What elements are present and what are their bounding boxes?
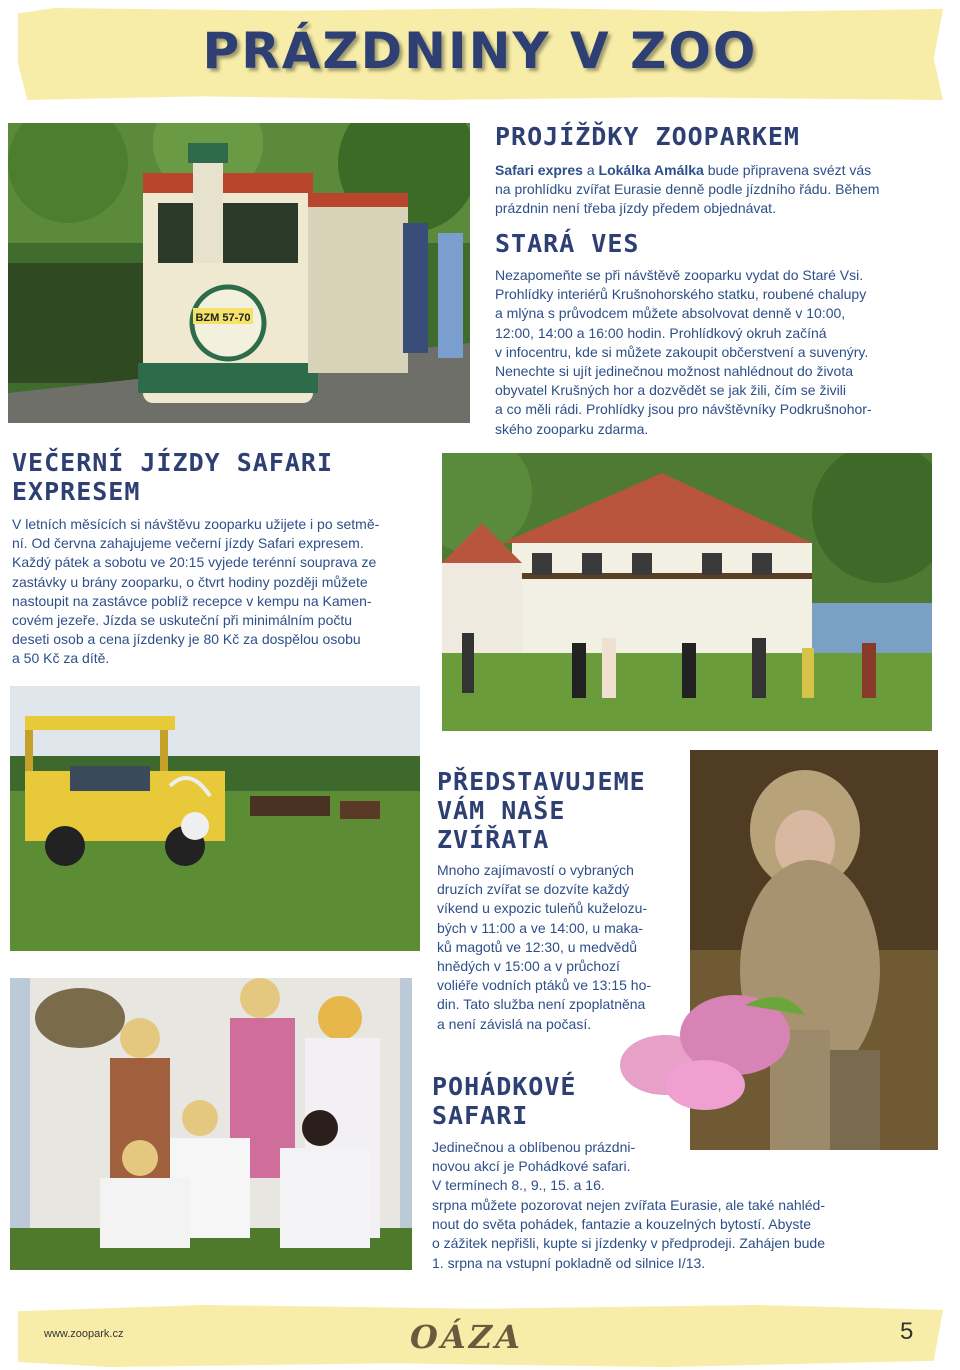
text-line: V letních měsících si návštěvu zooparku užijete i po setmě- bbox=[12, 516, 380, 532]
pohadkove-text-wide bbox=[432, 1196, 922, 1273]
heading-line: POHÁDKOVÉ bbox=[432, 1072, 577, 1101]
text-line: Jedinečnou a oblíbenou prázdni- bbox=[432, 1139, 636, 1155]
safari-jeep-photo bbox=[10, 686, 420, 951]
text-line: nastoupit na zastávce poblíž recepce v kempu na Kamen- bbox=[12, 592, 372, 609]
text-line: deseti osob a cena jízdenky je 80 Kč za dospělou osobu bbox=[12, 631, 361, 648]
text-line: prázdnin není třeba jízdy předem objednávat. bbox=[495, 200, 776, 217]
heading-line: EXPRESEM bbox=[12, 477, 141, 506]
text-line: obyvatel Krušných hor a dozvědět se jak žili, čím se živili bbox=[495, 382, 846, 399]
text-line: na prohlídku zvířat Eurasie denně podle jízdního řádu. Během bbox=[495, 181, 880, 198]
text-line: hnědých v 15:00 a v průchozí bbox=[437, 958, 620, 975]
train-photo bbox=[8, 123, 470, 423]
text-line: víkend u expozic tuleňů kuželozu- bbox=[437, 900, 648, 917]
page-number: 5 bbox=[900, 1318, 914, 1345]
footer-url[interactable]: www.zoopark.cz bbox=[44, 1328, 124, 1340]
village-photo bbox=[442, 453, 932, 731]
vecerni-heading bbox=[12, 448, 333, 506]
fairy-costumes-photo bbox=[10, 978, 412, 1270]
text-line: a není závislá na počasí. bbox=[437, 1015, 592, 1032]
text-line: V termínech 8., 9., 15. a 16. bbox=[432, 1177, 605, 1194]
text-line: o zážitek nepřišli, kupte si jízdenky v předprodeji. Zahájen bude bbox=[432, 1235, 825, 1252]
text-line: ní. Od června zahajujeme večerní jízdy Safari expresem. bbox=[12, 535, 364, 552]
text-line: srpna můžete pozorovat nejen zvířata Eurasie, ale také nahléd- bbox=[432, 1197, 826, 1213]
text-line: novou akcí je Pohádkové safari. bbox=[432, 1158, 631, 1175]
heading-line: SAFARI bbox=[432, 1101, 529, 1130]
text-line: Nezapomeňte se při návštěvě zooparku vydat do Staré Vsi. bbox=[495, 267, 864, 283]
text-line: voliéře vodních ptáků ve 13:15 ho- bbox=[437, 977, 652, 994]
text-line: covém jezeře. Jízda se uskuteční při minimálním počtu bbox=[12, 612, 353, 629]
pohadkove-heading bbox=[432, 1072, 576, 1130]
text-line: nout do světa pohádek, fantazie a kouzelných bytostí. Abyste bbox=[432, 1216, 812, 1233]
projizdky-heading: PROJÍŽĎKY ZOOPARKEM bbox=[495, 122, 800, 151]
text-line: Safari expres a Lokálka Amálka bude připravena svézt vás bbox=[495, 162, 872, 178]
rhododendron-flowers bbox=[595, 985, 815, 1125]
predstavujeme-heading bbox=[437, 767, 646, 854]
heading-line: ZVÍŘATA bbox=[437, 825, 550, 854]
text-line: Nenechte si ujít jedinečnou možnost nahlédnout do života bbox=[495, 363, 854, 380]
text-line: druzích zvířat se dozvíte každý bbox=[437, 881, 630, 898]
vecerni-text bbox=[12, 515, 422, 669]
pohadkove-text-narrow bbox=[432, 1138, 672, 1196]
text-line: Každý pátek a sobotu ve 20:15 vyjede terénní souprava ze bbox=[12, 554, 377, 571]
train-plate: BZM 57-70 bbox=[195, 312, 251, 324]
stara-ves-text bbox=[495, 266, 923, 439]
oaza-logo: OÁZA bbox=[410, 1318, 523, 1356]
text-line: zastávky u brány zooparku, o čtvrt hodiny později můžete bbox=[12, 573, 368, 590]
text-line: 12:00, 14:00 a 16:00 hodin. Prohlídkový okruh začíná bbox=[495, 324, 827, 341]
text-line: Prohlídky interiérů Krušnohorského statku, roubené chalupy bbox=[495, 286, 867, 303]
heading-line: PŘEDSTAVUJEME bbox=[437, 767, 646, 796]
text-line: Mnoho zajímavostí o vybraných bbox=[437, 862, 634, 878]
text-line: a 50 Kč za dítě. bbox=[12, 650, 110, 667]
page-title: PRÁZDNINY V ZOO bbox=[202, 22, 758, 80]
text-line: bých v 11:00 a ve 14:00, u maka- bbox=[437, 919, 643, 936]
heading-line: VEČERNÍ JÍZDY SAFARI bbox=[12, 448, 334, 477]
text-line: ského zooparku zdarma. bbox=[495, 420, 649, 437]
heading-line: VÁM NAŠE bbox=[437, 796, 566, 825]
text-line: din. Tato služba není zpoplatněna bbox=[437, 996, 646, 1013]
text-line: a co měli rádi. Prohlídky jsou pro návštěvníky Podkrušnohor- bbox=[495, 401, 872, 418]
text-line: a mlýna s průvodcem můžete absolvovat denně v 10:00, bbox=[495, 305, 846, 322]
projizdky-text bbox=[495, 161, 923, 219]
text-line: ků magotů ve 12:30, u medvědů bbox=[437, 938, 638, 955]
stara-ves-heading: STARÁ VES bbox=[495, 229, 640, 258]
text-line: v infocentru, kde si můžete zakoupit občerstvení a suvenýry. bbox=[495, 343, 869, 360]
text-line: 1. srpna na vstupní pokladně od silnice I/13. bbox=[432, 1254, 706, 1271]
